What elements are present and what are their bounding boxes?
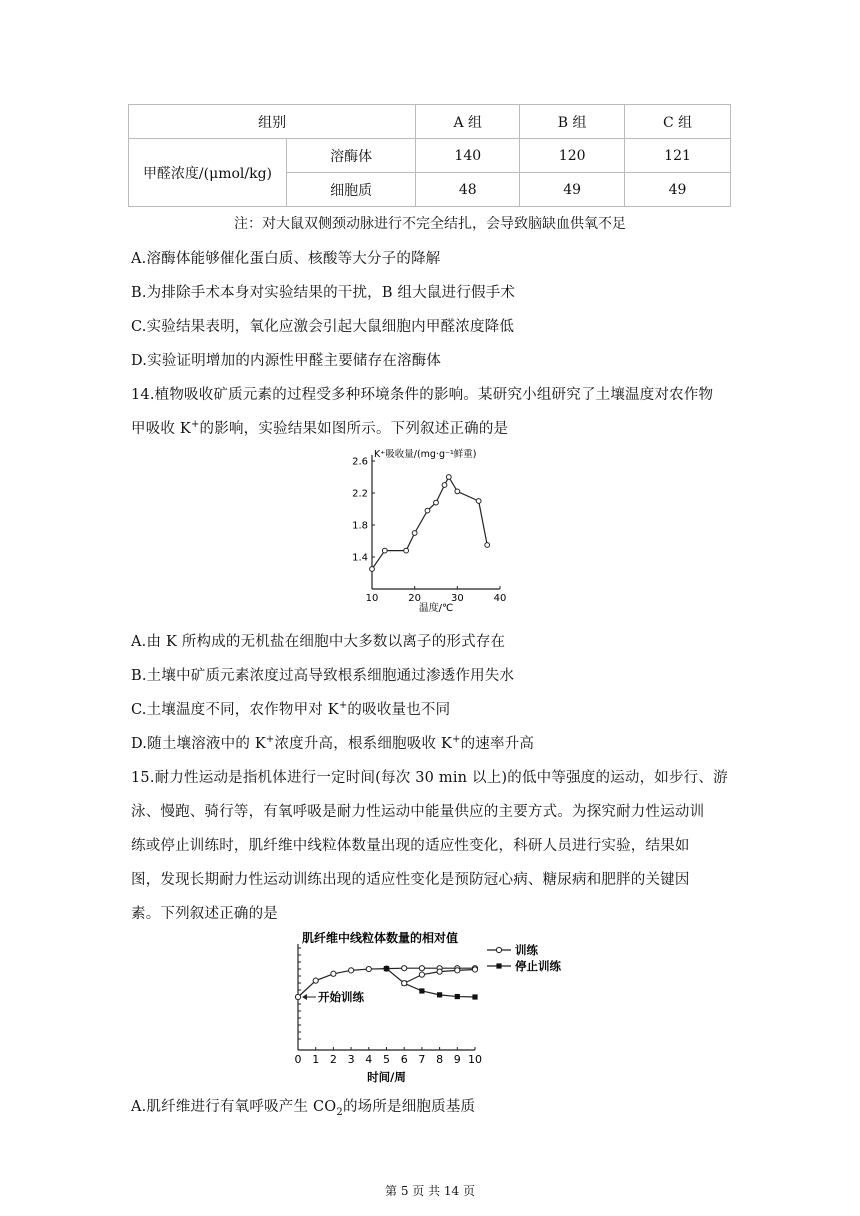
data-point <box>349 968 354 973</box>
data-point <box>446 475 451 480</box>
q13-option-d: D.实验证明增加的内源性甲醛主要储存在溶酶体 <box>131 353 442 369</box>
data-point <box>485 543 490 548</box>
data-point <box>402 981 407 986</box>
q14-option-d: D.随土壤溶液中的 K+浓度升高，根系细胞吸收 K+的速率升高 <box>131 734 535 752</box>
y-tick-label: 2.6 <box>352 456 368 468</box>
data-point <box>419 972 424 977</box>
x-tick-label: 7 <box>418 1053 426 1066</box>
x-tick-label: 40 <box>493 593 507 604</box>
x-tick-label: 20 <box>408 593 422 604</box>
data-point <box>402 966 407 971</box>
data-point <box>455 968 460 973</box>
cell: 49 <box>520 173 625 207</box>
x-tick-label: 5 <box>383 1053 390 1066</box>
y-tick-label: 2.2 <box>352 488 368 500</box>
mitochondria-chart <box>285 930 585 1090</box>
y-axis-label: 肌纤维中线粒体数量的相对值 <box>302 931 459 945</box>
k-uptake-chart <box>340 443 520 615</box>
data-point <box>331 971 336 976</box>
data-point <box>370 567 375 572</box>
header-group: 组别 <box>129 105 416 139</box>
header-a: A 组 <box>416 105 520 139</box>
data-point <box>425 508 430 513</box>
page-footer: 第 5 页 共 14 页 <box>385 1184 475 1198</box>
data-point <box>442 483 447 488</box>
data-point <box>313 978 318 983</box>
data-point <box>455 489 460 494</box>
legend-label: 停止训练 <box>515 959 561 973</box>
table-row <box>129 139 731 173</box>
q15-stem-line2: 泳、慢跑、骑行等，有氧呼吸是耐力性运动中能量供应的主要方式。为探究耐力性运动训 <box>131 804 705 820</box>
row-label: 甲醛浓度/(μmol/kg) <box>129 139 287 207</box>
data-point <box>437 969 442 974</box>
x-tick-label: 9 <box>453 1053 461 1066</box>
cell: 48 <box>416 173 520 207</box>
x-tick-label: 10 <box>468 1053 482 1066</box>
q13-option-c: C.实验结果表明，氧化应激会引起大鼠细胞内甲醛浓度降低 <box>131 319 515 335</box>
data-point <box>476 499 481 504</box>
y-tick-label: 1.4 <box>352 552 368 564</box>
q14-stem-line1: 14.植物吸收矿质元素的过程受多种环境条件的影响。某研究小组研究了土壤温度对农作物 <box>131 387 714 403</box>
legend-marker <box>496 963 501 968</box>
x-axis-label: 温度/℃ <box>418 603 454 614</box>
x-tick-label: 4 <box>365 1053 373 1066</box>
annotation-arrowhead <box>302 994 307 1000</box>
q14-stem-line2: 甲吸收 K+的影响，实验结果如图所示。下列叙述正确的是 <box>131 419 509 437</box>
annotation-label: 开始训练 <box>318 990 364 1004</box>
q14-option-b: B.土壤中矿质元素浓度过高导致根系细胞通过渗透作用失水 <box>131 668 515 684</box>
series-line <box>372 477 487 569</box>
x-axis-label: 时间/周 <box>367 1070 406 1084</box>
x-tick-label: 6 <box>400 1053 408 1066</box>
legend-label: 训练 <box>515 943 538 957</box>
formaldehyde-table <box>128 104 731 207</box>
x-tick-label: 1 <box>312 1053 320 1066</box>
data-point <box>472 994 477 999</box>
q15-stem-line4: 图，发现长期耐力性运动训练出现的适应性变化是预防冠心病、糖尿病和肥胖的关键因 <box>131 872 690 888</box>
header-c: C 组 <box>625 105 731 139</box>
table-note: 注：对大鼠双侧颈动脉进行不完全结扎，会导致脑缺血供氧不足 <box>234 216 626 232</box>
x-tick-label: 2 <box>329 1053 337 1066</box>
data-point <box>412 531 417 536</box>
q14-option-c: C.土壤温度不同，农作物甲对 K+的吸收量也不同 <box>131 700 451 718</box>
y-axis-label: K⁺吸收量/(mg·g⁻¹鲜重) <box>374 449 477 460</box>
y-tick-label: 1.8 <box>352 520 368 532</box>
data-point <box>419 966 424 971</box>
data-point <box>419 988 424 993</box>
table-header-row <box>129 105 731 139</box>
data-point <box>404 548 409 553</box>
row-name: 溶酶体 <box>286 139 415 173</box>
legend-marker <box>496 947 501 952</box>
data-point <box>455 994 460 999</box>
q15-stem-line3: 练或停止训练时，肌纤维中线粒体数量出现的适应性变化，科研人员进行实验，结果如 <box>131 838 690 854</box>
q13-option-a: A.溶酶体能够催化蛋白质、核酸等大分子的降解 <box>131 251 441 267</box>
q15-stem-line1: 15.耐力性运动是指机体进行一定时间(每次 30 min 以上)的低中等强度的运动，如步行、游 <box>131 770 728 786</box>
q13-option-b: B.为排除手术本身对实验结果的干扰，B 组大鼠进行假手术 <box>131 285 516 301</box>
q15-option-a: A.肌纤维进行有氧呼吸产生 $CO_2$的场所是细胞质基质 <box>131 1099 476 1118</box>
data-point <box>437 992 442 997</box>
x-tick-label: 0 <box>294 1053 302 1066</box>
data-point <box>472 967 477 972</box>
cell: 140 <box>416 139 520 173</box>
row-name: 细胞质 <box>286 173 415 207</box>
data-point <box>295 994 300 999</box>
x-tick-label: 30 <box>450 593 464 604</box>
q14-option-a: A.由 K 所构成的无机盐在细胞中大多数以离子的形式存在 <box>131 634 506 650</box>
x-tick-label: 3 <box>347 1053 355 1066</box>
q15-stem-line5: 素。下列叙述正确的是 <box>131 906 278 922</box>
cell: 120 <box>520 139 625 173</box>
x-tick-label: 8 <box>436 1053 444 1066</box>
data-point <box>384 966 389 971</box>
x-tick-label: 10 <box>365 593 379 604</box>
data-point <box>382 548 387 553</box>
data-point <box>366 966 371 971</box>
cell: 49 <box>625 173 731 207</box>
header-b: B 组 <box>520 105 625 139</box>
cell: 121 <box>625 139 731 173</box>
data-point <box>434 500 439 505</box>
